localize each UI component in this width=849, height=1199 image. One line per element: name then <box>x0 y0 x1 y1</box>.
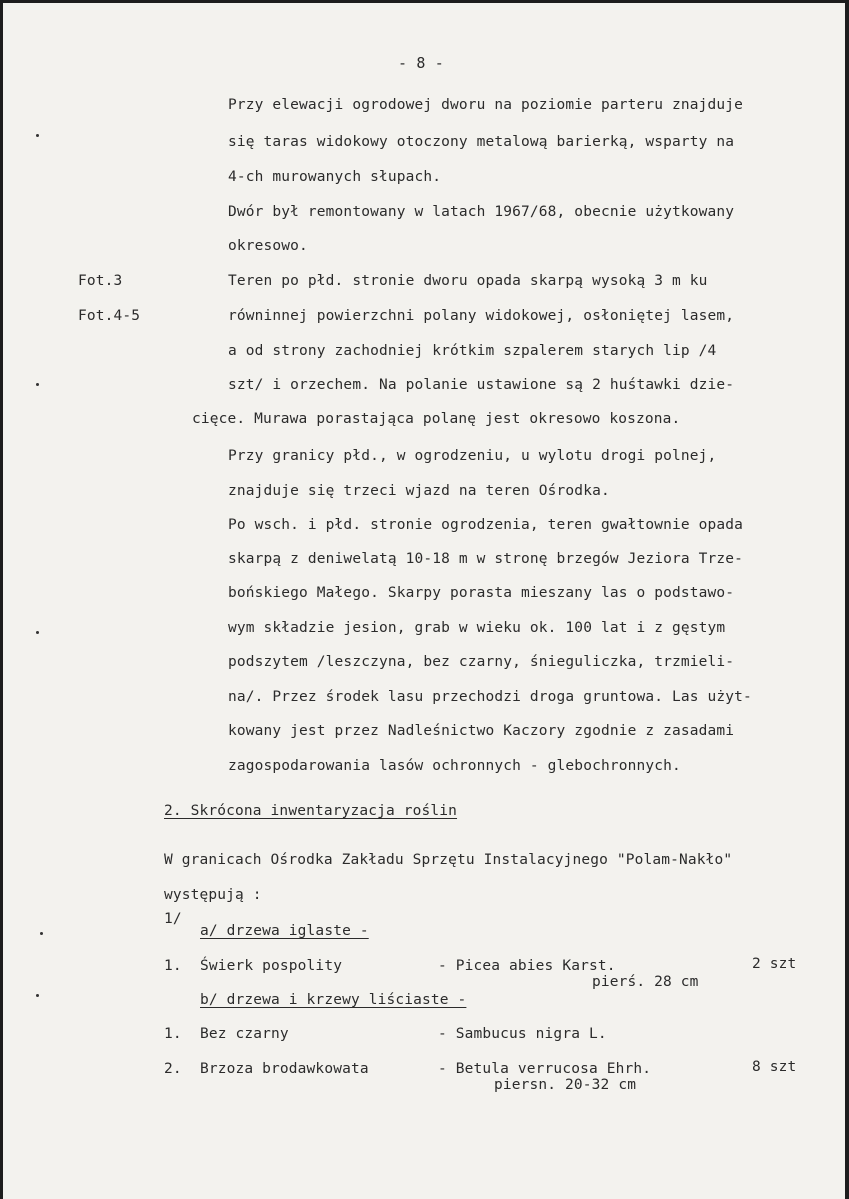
body-line-7: równinnej powierzchni polany widokowej, osłoniętej lasem, <box>228 308 735 324</box>
item-b1-num: 1. <box>164 1026 182 1042</box>
item-a1-note: pierś. 28 cm <box>592 974 699 990</box>
margin-note-fot-4-5: Fot.4-5 <box>78 308 141 324</box>
body-line-16: wym składzie jesion, grab w wieku ok. 100 lat i z gęstym <box>228 620 726 636</box>
item-a1-name: Świerk pospolity <box>200 958 343 974</box>
body-line-14: skarpą z deniwelatą 10-18 m w stronę brzegów Jeziora Trze- <box>228 551 744 567</box>
body-line-1: Przy elewacji ogrodowej dworu na poziomie parteru znajduje <box>228 97 744 113</box>
body-line-2: się taras widokowy otoczony metalową barierką, wsparty na <box>228 134 735 150</box>
section-heading: 2. Skrócona inwentaryzacja roślin <box>164 803 458 819</box>
scan-border-left <box>0 0 3 1199</box>
item-b1-name: Bez czarny <box>200 1026 289 1042</box>
body-line-5: okresowo. <box>228 238 308 254</box>
subsection-a-heading: a/ drzewa iglaste - <box>200 923 369 939</box>
scan-speck <box>36 631 39 634</box>
body-line-13: Po wsch. i płd. stronie ogrodzenia, teren gwałtownie opada <box>228 517 744 533</box>
item-b2-note: piersn. 20-32 cm <box>494 1077 637 1093</box>
intro-line-2: występują : <box>164 887 262 903</box>
intro-line-1: W granicach Ośrodka Zakładu Sprzętu Instalacyjnego "Polam-Nakło" <box>164 852 733 868</box>
scan-speck <box>36 134 39 137</box>
body-line-3: 4-ch murowanych słupach. <box>228 169 442 185</box>
body-line-12: znajduje się trzeci wjazd na teren Ośrodka. <box>228 483 610 499</box>
item-b2-num: 2. <box>164 1061 182 1077</box>
item-a1-num: 1. <box>164 958 182 974</box>
body-line-4: Dwór był remontowany w latach 1967/68, obecnie użytkowany <box>228 204 735 220</box>
scan-speck <box>36 994 39 997</box>
scan-border-top <box>0 0 849 3</box>
body-line-10: cięce. Murawa porastająca polanę jest okresowo koszona. <box>192 411 681 427</box>
page-number: - 8 - <box>398 54 444 72</box>
scan-speck <box>36 383 39 386</box>
body-line-9: szt/ i orzechem. Na polanie ustawione są 2 huśtawki dzie- <box>228 377 735 393</box>
item-b2-name: Brzoza brodawkowata <box>200 1061 369 1077</box>
body-line-15: bońskiego Małego. Skarpy porasta mieszany las o podstawo- <box>228 585 735 601</box>
item-b2-count: 8 szt <box>752 1059 797 1075</box>
item-b2-latin: - Betula verrucosa Ehrh. <box>438 1061 652 1077</box>
body-line-18: na/. Przez środek lasu przechodzi droga gruntowa. Las użyt- <box>228 689 752 705</box>
subsection-b-heading: b/ drzewa i krzewy liściaste - <box>200 992 467 1008</box>
scan-border-right <box>845 0 849 1199</box>
body-line-17: podszytem /leszczyna, bez czarny, śnieguliczka, trzmieli- <box>228 654 735 670</box>
body-line-19: kowany jest przez Nadleśnictwo Kaczory zgodnie z zasadami <box>228 723 735 739</box>
body-line-8: a od strony zachodniej krótkim szpalerem starych lip /4 <box>228 343 717 359</box>
scan-speck <box>40 932 43 935</box>
body-line-20: zagospodarowania lasów ochronnych - glebochronnych. <box>228 758 681 774</box>
item-a1-latin: - Picea abies Karst. <box>438 958 616 974</box>
margin-note-fot-3: Fot.3 <box>78 273 123 289</box>
item-a1-count: 2 szt <box>752 956 797 972</box>
list-marker: 1/ <box>164 911 182 927</box>
item-b1-latin: - Sambucus nigra L. <box>438 1026 607 1042</box>
body-line-6: Teren po płd. stronie dworu opada skarpą wysoką 3 m ku <box>228 273 708 289</box>
body-line-11: Przy granicy płd., w ogrodzeniu, u wylotu drogi polnej, <box>228 448 717 464</box>
